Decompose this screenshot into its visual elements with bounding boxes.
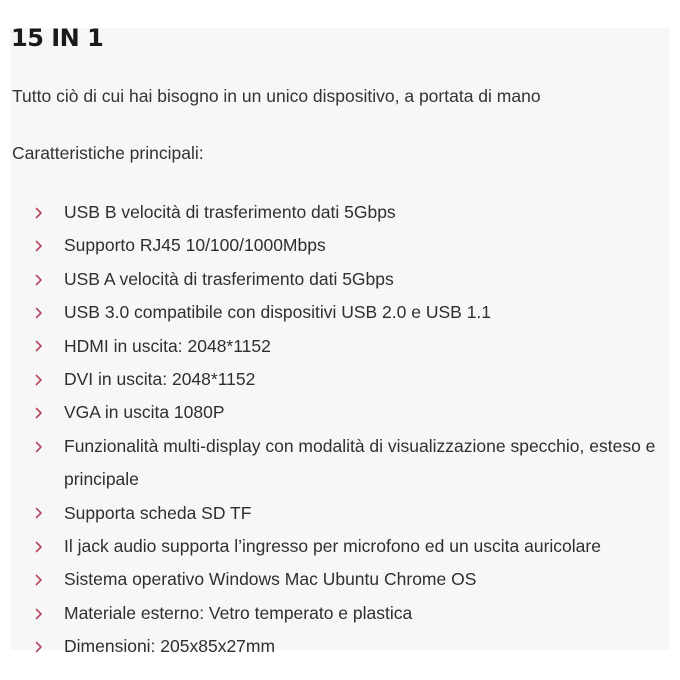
list-item	[0, 563, 680, 596]
list-item	[0, 597, 680, 630]
chevron-right-icon	[34, 563, 44, 596]
feature-text: Supporta scheda SD TF	[64, 502, 252, 523]
feature-text: Sistema operativo Windows Mac Ubuntu Chrome OS	[64, 569, 477, 590]
features-list	[0, 196, 680, 664]
chevron-right-icon	[34, 630, 44, 663]
chevron-right-icon	[34, 296, 44, 329]
feature-text: Funzionalità multi-display con modalità di visualizzazione specchio, esteso e principale	[64, 435, 656, 490]
list-item	[0, 196, 680, 229]
feature-text: VGA in uscita 1080P	[64, 402, 225, 423]
list-item	[0, 296, 680, 329]
feature-text: Il jack audio supporta l’ingresso per microfono ed un uscita auricolare	[64, 536, 601, 557]
chevron-right-icon	[34, 396, 44, 429]
chevron-right-icon	[34, 330, 44, 363]
chevron-right-icon	[34, 430, 44, 463]
features-heading: Caratteristiche principali:	[12, 143, 204, 163]
chevron-right-icon	[34, 597, 44, 630]
feature-text: USB 3.0 compatibile con dispositivi USB 2.0 e USB 1.1	[64, 302, 492, 323]
feature-text: HDMI in uscita: 2048*1152	[64, 335, 271, 356]
page-title: 15 IN 1	[11, 24, 104, 52]
feature-text: USB A velocità di trasferimento dati 5Gbps	[64, 268, 394, 289]
list-item	[0, 497, 680, 530]
list-item	[0, 396, 680, 429]
list-item	[0, 630, 680, 663]
chevron-right-icon	[34, 530, 44, 563]
feature-text: DVI in uscita: 2048*1152	[64, 369, 256, 390]
list-item	[0, 229, 680, 262]
list-item	[0, 430, 680, 497]
list-item	[0, 530, 680, 563]
feature-text: Dimensioni: 205x85x27mm	[64, 636, 276, 657]
intro-text: Tutto ciò di cui hai bisogno in un unico dispositivo, a portata di mano	[12, 86, 541, 106]
chevron-right-icon	[34, 196, 44, 229]
feature-text: Materiale esterno: Vetro temperato e plastica	[64, 602, 413, 623]
feature-text: Supporto RJ45 10/100/1000Mbps	[64, 235, 326, 256]
feature-text: USB B velocità di trasferimento dati 5Gbps	[64, 202, 396, 222]
list-item	[0, 363, 680, 396]
list-item	[0, 263, 680, 296]
chevron-right-icon	[34, 263, 44, 296]
chevron-right-icon	[34, 363, 44, 396]
chevron-right-icon	[34, 497, 44, 530]
chevron-right-icon	[34, 229, 44, 262]
list-item	[0, 330, 680, 363]
